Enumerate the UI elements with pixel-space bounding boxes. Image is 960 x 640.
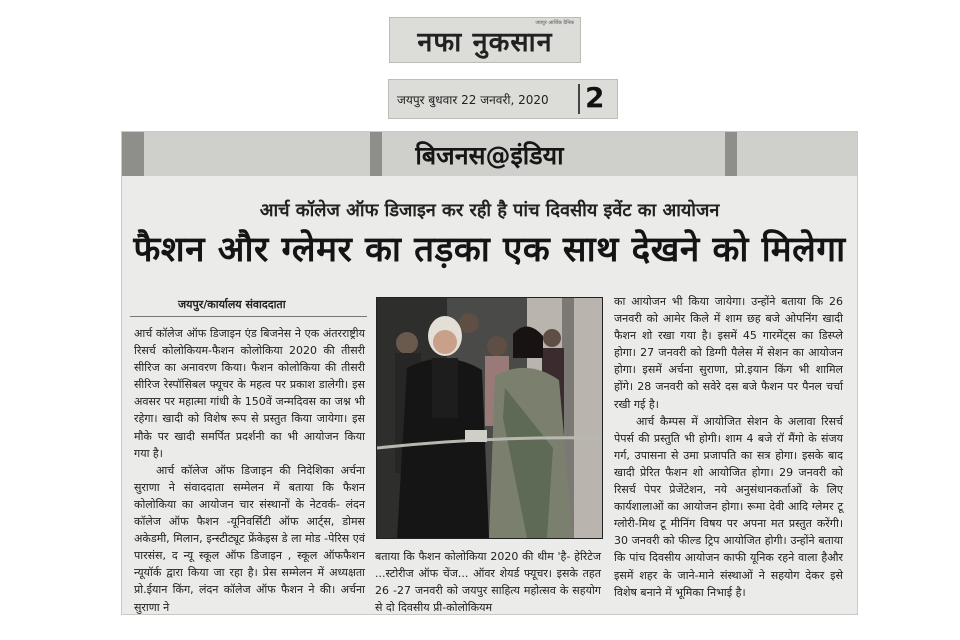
article-column-under-photo xyxy=(375,548,601,616)
dateline xyxy=(388,79,618,119)
article-subhead: आर्च कॉलेज ऑफ डिजाइन कर रही है पांच दिवसीय इवेंट का आयोजन xyxy=(259,200,720,221)
article-headline: फैशन और ग्लेमर का तड़का एक साथ देखने को मिलेगा xyxy=(133,230,846,270)
section-title: बिजनस@इंडिया xyxy=(415,141,564,170)
page-number: 2 xyxy=(585,81,605,114)
article-byline: जयपुर/कार्यालय संवाददाता xyxy=(178,298,286,311)
dateline-date: जयपुर बुधवार 22 जनवरी, 2020 xyxy=(397,93,549,107)
article-clipping xyxy=(121,131,858,615)
article-paragraph: आर्च कॉलेज ऑफ डिजाइन की निदेशिका अर्चना सुराणा ने संवाददाता सम्मेलन में बताया कि फैशन कोलोकिया का आयोजन चार संस्थानों के नेटवर्क- लंदन कॉलेज ऑफ फैशन -यूनिवर्सिटी ऑफ आर्ट्स, डोमस अकेडमी, मिलान, इन्स्टीट्यूट फ्रेंकेइस डे ला मोड -पेरिस एवं पारसंस, द न्यू स्कूल ऑफ डिजाइन , स्कूल ऑफफैशन न्यूयॉर्क द्वारा किया जा रहा है। प्रेस सम्मेलन में अध्यक्षता प्रो.ईयान किंग, लंदन कॉलेज ऑफ फैशन ने की। अर्चना सुराणा ने xyxy=(134,463,365,614)
section-bar xyxy=(122,132,857,176)
article-photo xyxy=(376,297,603,539)
article-paragraph: बताया कि फैशन कोलोकिया 2020 की थीम 'है- हेरिटेज ...स्टोरीज ऑफ चेंज... ऑवर शेयर्ड फ्यूचर। इसके तहत 26 -27 जनवरी को जयपुर साहित्य महोत्सव के सहयोग से दो दिवसीय प्री-कोलोकियम xyxy=(375,550,601,615)
ribbon-cutting-photo-icon xyxy=(377,298,602,538)
article-paragraph: आर्च कैम्पस में आयोजित सेशन के अलावा रिसर्च पेपर्स की प्रस्तुति भी होगी। शाम 4 बजे रॉ मैंगो के संजय गर्ग, उपासना से उमा प्रजापति का सत्र होगा। इसके बाद खादी प्रेरित फैशन शो आयोजित होगा। 29 जनवरी को रिसर्च पेपर प्रेजेंटेशन, नये अनुसंधानकर्ताओं के लिए कार्यशालाओं का आयोजन होगा। रूमा देवी आदि ग्लेमर टू ग्लोरी-मिथ टू मीनिंग विषय पर अपना मत प्रस्तुत करेंगी। 30 जनवरी को फील्ड ट्रिप आयोजित होगी। उन्होंने बताया कि पांच दिवसीय आयोजन काफी यूनिक रहने वाला हैऔर इसमें शहर के जाने-माने संस्थाओं ने सहयोग देकर इसे विशेष बनाने में भूमिका निभाई है। xyxy=(614,414,843,599)
masthead xyxy=(389,17,581,63)
article-column-right xyxy=(614,293,843,601)
masthead-tagline: जयपुर आर्थिक दैनिक xyxy=(535,20,574,26)
dateline-separator xyxy=(578,84,580,114)
article-paragraph: का आयोजन भी किया जायेगा। उन्होंने बताया कि 26 जनवरी को आमेर किले में शाम छह बजे ओपनिंग खादी फैशन शो रखा गया है। इसमें 45 गारमेंट्स का डिस्प्ले होगा। 27 जनवरी को डिग्गी पैलेस में सेशन का आयोजन होगा। इसमें अर्चना सुराणा, प्रो.इयान किंग भी शामिल होंगे। 28 जनवरी को सवेरे दस बजे फैशन पर पैनल चर्चा रखी गई है। xyxy=(614,295,843,411)
byline-rule xyxy=(130,316,367,317)
article-paragraph: आर्च कॉलेज ऑफ डिजाइन एंड बिजनेस ने एक अंतरराष्ट्रीय रिसर्च कोलोकियम-फैशन कोलोकिया 2020 की तीसरी सीरिज का अनावरण किया। फैशन कोलोकिया की तीसरी सीरिज रेस्पॉसिबल फ्यूचर के महत्व पर प्रकाश डालेगी। इस अवसर पर महात्मा गांधी के 150वें जन्मदिवस का जश्न भी रहेगा। खादी को विशेष रूप से प्रस्तुत किया जायेगा। इस मौके पर खादी समर्पित प्रदर्शनी का भी आयोजन किया गया है। xyxy=(134,327,365,460)
masthead-name: नफा नुकसान xyxy=(417,27,553,58)
article-column-left xyxy=(134,325,365,616)
